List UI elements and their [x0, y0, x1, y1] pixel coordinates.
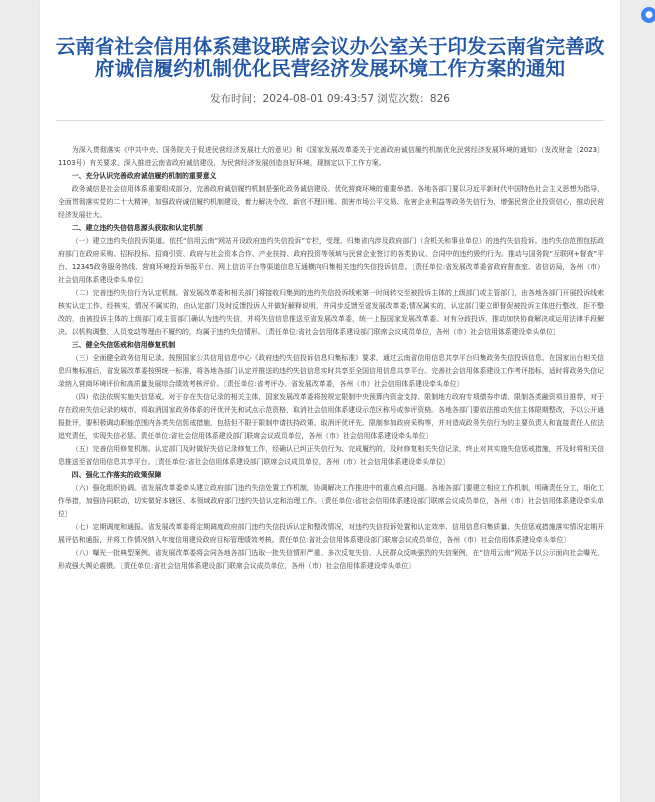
article-title: 云南省社会信用体系建设联席会议办公室关于印发云南省完善政府诚信履约机制优化民营经济发展环境工作方案的通知	[55, 35, 605, 80]
paragraph: （四）依法依规实施失信惩戒。对于存在失信记录的相关主体，国家发展改革委将按规定限制中央预算内资金支持、限制地方政府专项债券申请、限制各类融资项目推荐，对于存在政府失信记录的城市，将取消国家政务体系的评优评先和试点示范资格，取消社会信用体系建设示范区称号或参评资格。各地各部门要依法推动失信主体限期整改，予以公开通报批评，要积极调动职能范围内各类失信惩戒措施，包括但不限于限制申请扶持政策、取消评优评先、限制参加政府采购等，并对造成政务失信行为的主要负责人和直接责任人依法追究责任，实现失信必惩。责任单位:省社会信用体系建设部门联席会议成员单位，各州（市）社会信用体系建设牵头单位〕	[58, 393, 604, 440]
paragraph: （八）曝光一批典型案例。省发展改革委将会同各地各部门选取一批失信情形严重、多次反复失信、人民群众反映强烈的失信案例，在“信用云南”网站予以公示面向社会曝光，形成强大舆论震慑。〔责任单位:省社会信用体系建设部门联席会议成员单位，各州（市）社会信用体系建设牵头单位〕	[58, 549, 604, 570]
section-heading: 三、健全失信惩戒和信用修复机制	[71, 341, 176, 349]
article-meta	[40, 92, 620, 106]
paragraph: （五）完善信用修复机制。认定部门及时做好失信记录修复工作，经确认已纠正失信行为、完成履约的，及时修复相关失信记录，终止对其实施失信惩戒措施，并及时将相关信息推送至省信用信息共享平台。〔责任单位:省社会信用体系建设部门联席会议成员单位，各州（市）社会信用体系建设牵头单位〕	[58, 445, 604, 466]
views-count: 826	[429, 93, 450, 105]
paragraph: （二）完善违约失信行为认定机制。省发展改革委和相关部门将接收归集到的违约失信投诉线索第一时间转交至被投诉主体的上级部门或主管部门，由各地各部门开展投诉线索核实认定工作。经核实，情况不属实的，由认定部门及时反馈投诉人并做好解释说明，并同步反馈至省发展改革委;情况属实的，认定部门要立即督促被投诉主体进行整改，拒不整改的，由被投诉主体的上级部门或主管部门确认为违约失信，并将失信信息推送至省发展改革委，统一上报国家发展改革委。对有分歧投诉，推动加快协商解决或运用法律手段解决。以机构调整、人员变动等理由不履约的，均属于违约失信情形。〔责任单位:省社会信用体系建设部门联席会议成员单位，各州（市）社会信用体系建设牵头单位〕	[58, 289, 604, 336]
paragraph: 为深入贯彻落实《中共中央、国务院关于促进民营经济发展壮大的意见》和《国家发展改革委关于完善政府诚信履约机制优化民营经济发展环境的通知》（发改财金〔2023〕1103号）有关要求，深入推进云南省政府诚信建设，为民营经济发展创造良好环境，现制定以下工作方案。	[58, 146, 604, 167]
paragraph: （六）强化组织协调。省发展改革委牵头建立政府部门违约失信处置工作机制，协调解决工作推进中的重点难点问题。各地各部门要建立相应工作机制，明确责任分工，细化工作举措，加强协同联动，切实做好本辖区、本领域政府部门违约失信认定和治理工作。〔责任单位:省社会信用体系建设部门联席会议成员单位，各州（市）社会信用体系建设牵头单位〕	[58, 484, 604, 518]
paragraph: 政务诚信是社会信用体系重要组成部分，完善政府诚信履约机制是强化政务诚信建设、优化营商环境的重要举措。各地各部门要以习近平新时代中国特色社会主义思想为指导，全面贯彻落实党的二十大精神，加强政府诚信履约机制建设，着力解决令改、新官不理旧账、损害市场公平交易、危害企业利益等政务失信行为，增强民营企业投资信心，推动民营经济发展壮大。	[58, 185, 604, 219]
paragraph: （三）全面健全政务信用记录。按照国家公共信用信息中心《政府违约失信投诉信息归集标准》要求，通过云南省信用信息共享平台归集政务失信投诉信息。在国家出台相关信息归集标准后，省发展改革委按照统一标准，将各地各部门认定并推送的违约失信信息实时共享至全国信用信息共享平台。完善社会信用体系建设工作考评指标，适时将政务失信记录纳入营商环境评价和高质量发展综合绩效考核评价。〔责任单位:省考评办、省发展改革委，各州（市）社会信用体系建设牵头单位〕	[58, 354, 604, 388]
section-heading: 一、充分认识完善政府诚信履约机制的重要意义	[71, 172, 217, 180]
paragraph: （一）建立违约失信投诉渠道。依托“信用云南”网站开设政府违约失信投诉”专栏，受理、归集省内涉及政府部门（含机关和事业单位）的违约失信投诉。违约失信范围包括政府部门在政府采购、招标投标、招商引资、政府与社会资本合作、产业扶持、政府投资等领域与民营企业签订的各类协议、合同中的违约毁约行为。推动与国务院“互联网+督查”平台、12345政务服务热线、营商环境投诉举报平台、网上信访平台等渠道信息互通横向归集相关违约失信投诉信息。〔责任单位:省发展改革委省政府督查室、省信访局，各州（市）社会信用体系建设牵头单位〕	[58, 237, 604, 284]
section-heading: 四、强化工作落实的政策保障	[71, 471, 162, 479]
publish-time: 2024-08-01 09:43:57	[262, 93, 375, 105]
views-label: 浏览次数：	[377, 93, 430, 105]
section-heading: 二、建立违约失信信息源头获取和认定机制	[71, 224, 203, 232]
publish-label: 发布时间：	[210, 93, 263, 105]
paragraph: （七）定期调度和通报。省发展改革委将定期调度政府部门违约失信投诉认定和整改情况，对违约失信投诉处置和认定效率、信用信息归集质量、失信惩戒措施落实情况定期开展评估和通报，并将工作情况纳入年度信用建设政府目标管理绩效考核。责任单位:省社会信用体系建设部门联席会议成员单位，各州（市）社会信用体系建设牵头单位〕	[58, 523, 604, 544]
divider	[56, 120, 604, 121]
user-avatar-icon[interactable]: ●	[641, 7, 655, 23]
article-page	[40, 0, 620, 802]
article-body	[58, 144, 604, 573]
